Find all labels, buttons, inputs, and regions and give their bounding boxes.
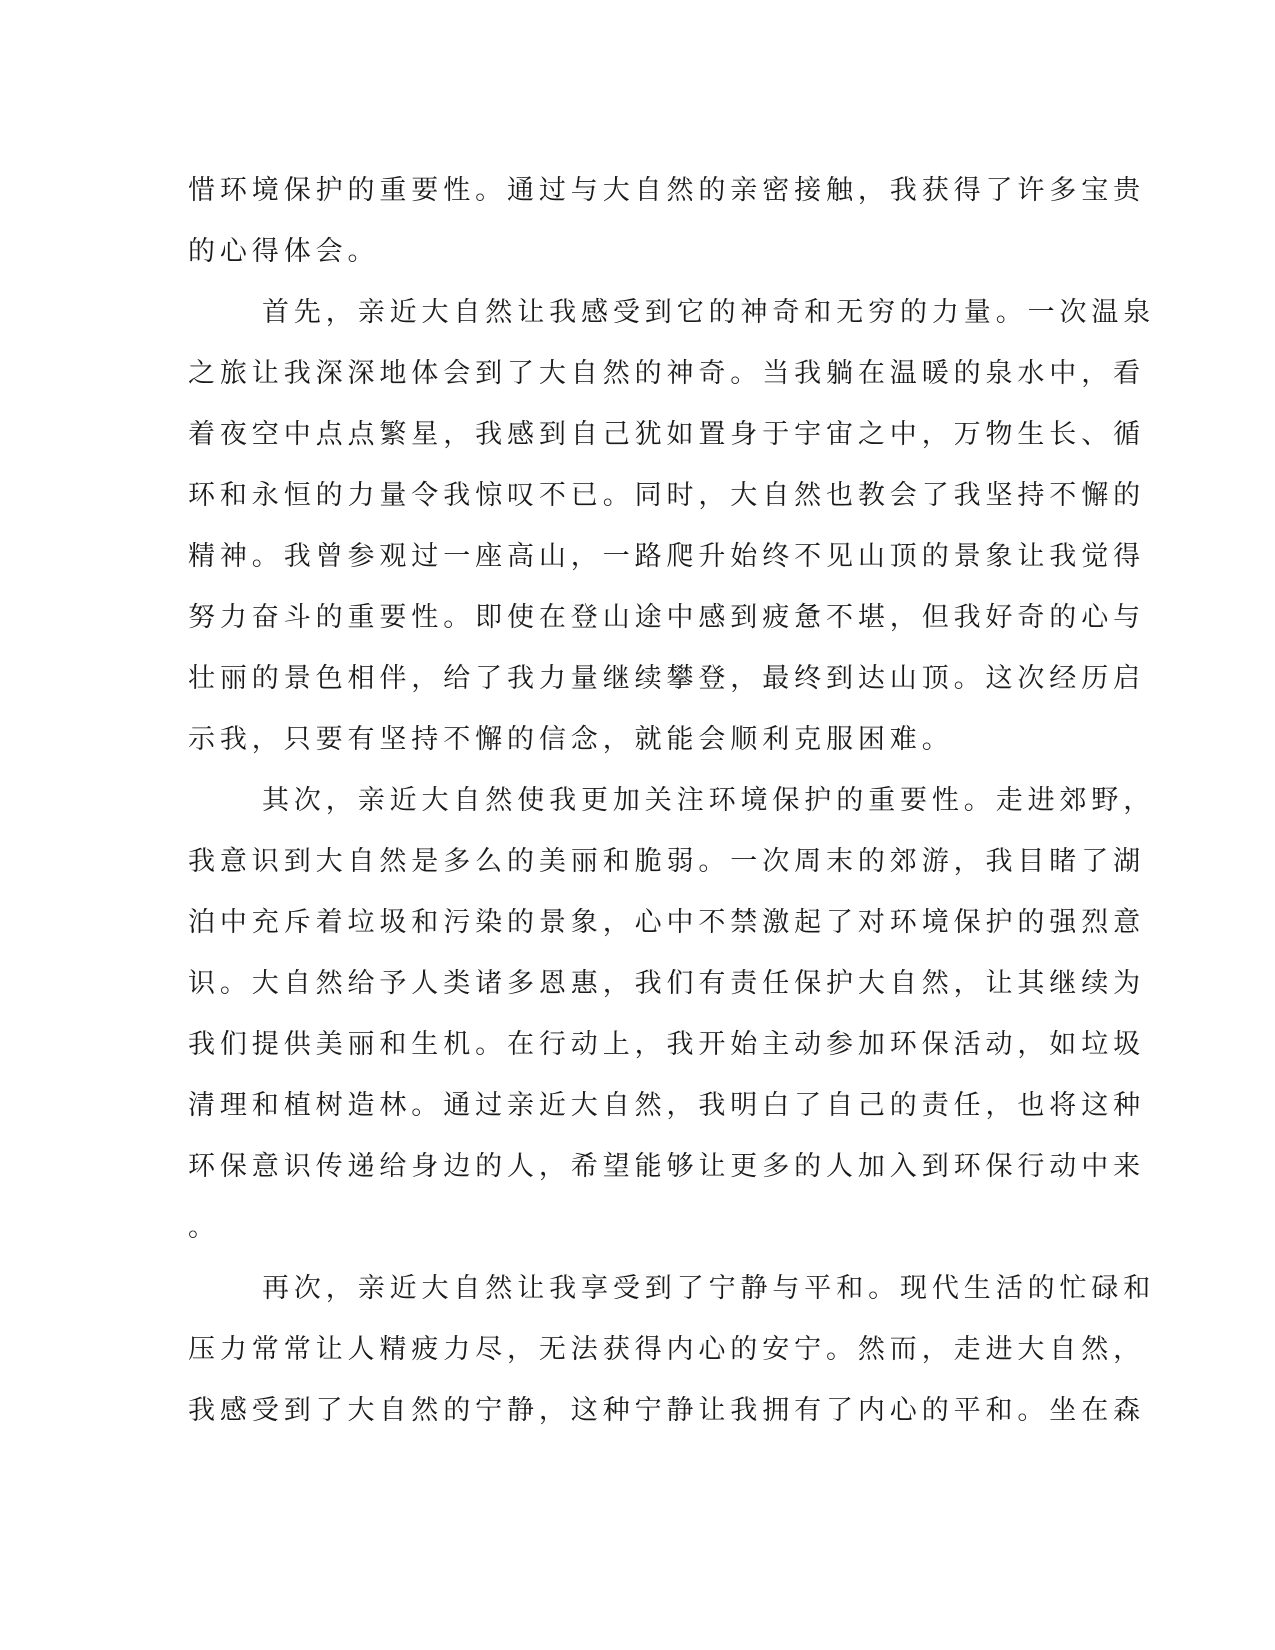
text-line: 努力奋斗的重要性。即使在登山途中感到疲惫不堪，但我好奇的心与 <box>188 602 1145 633</box>
text-line: 我们提供美丽和生机。在行动上，我开始主动参加环保活动，如垃圾 <box>188 1029 1145 1060</box>
text-line: 精神。我曾参观过一座高山，一路爬升始终不见山顶的景象让我觉得 <box>188 541 1145 572</box>
text-line: 。 <box>188 1212 220 1243</box>
text-line: 的心得体会。 <box>188 236 380 267</box>
paragraph-2 <box>188 282 1156 770</box>
text-line: 惜环境保护的重要性。通过与大自然的亲密接触，我获得了许多宝贵 <box>188 175 1145 206</box>
paragraph-4 <box>188 1258 1156 1441</box>
text-line: 再次，亲近大自然让我享受到了宁静与平和。现代生活的忙碌和 <box>262 1273 1156 1304</box>
text-line: 着夜空中点点繁星，我感到自己犹如置身于宇宙之中，万物生长、循 <box>188 419 1145 450</box>
text-line: 识。大自然给予人类诸多恩惠，我们有责任保护大自然，让其继续为 <box>188 968 1145 999</box>
text-line: 壮丽的景色相伴，给了我力量继续攀登，最终到达山顶。这次经历启 <box>188 663 1145 694</box>
text-line: 环保意识传递给身边的人，希望能够让更多的人加入到环保行动中来 <box>188 1151 1145 1182</box>
text-line: 其次，亲近大自然使我更加关注环境保护的重要性。走进郊野， <box>262 785 1156 816</box>
text-line: 压力常常让人精疲力尽，无法获得内心的安宁。然而，走进大自然， <box>188 1334 1145 1365</box>
text-line: 我感受到了大自然的宁静，这种宁静让我拥有了内心的平和。坐在森 <box>188 1395 1145 1426</box>
text-line: 之旅让我深深地体会到了大自然的神奇。当我躺在温暖的泉水中，看 <box>188 358 1145 389</box>
document-body <box>188 160 1156 1441</box>
text-line: 首先，亲近大自然让我感受到它的神奇和无穷的力量。一次温泉 <box>262 297 1156 328</box>
text-line: 泊中充斥着垃圾和污染的景象，心中不禁激起了对环境保护的强烈意 <box>188 907 1145 938</box>
paragraph-3 <box>188 770 1156 1258</box>
text-line: 我意识到大自然是多么的美丽和脆弱。一次周末的郊游，我目睹了湖 <box>188 846 1145 877</box>
text-line: 清理和植树造林。通过亲近大自然，我明白了自己的责任，也将这种 <box>188 1090 1145 1121</box>
text-line: 环和永恒的力量令我惊叹不已。同时，大自然也教会了我坚持不懈的 <box>188 480 1145 511</box>
text-line: 示我，只要有坚持不懈的信念，就能会顺利克服困难。 <box>188 724 954 755</box>
paragraph-1 <box>188 160 1145 282</box>
